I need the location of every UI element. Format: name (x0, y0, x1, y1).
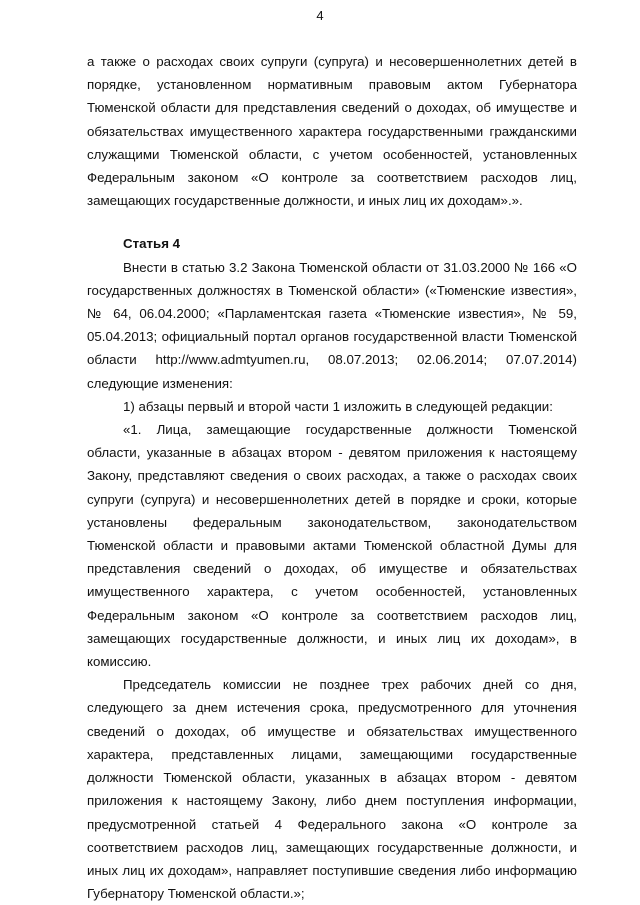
article-heading: Статья 4 (123, 236, 181, 252)
article-intro-paragraph: Внести в статью 3.2 Закона Тюменской области от 31.03.2000 № 166 «О государственных должностях в Тюменской области» («Тюменские известия», № 64, 06.04.2000; «Парламентская газета «Тюменские известия», № 59, 05.04.2013; официальный портал органов государственной власти Тюменской области http://www.admtyumen.ru, 08.07.2013; 02.06.2014; 07.07.2014) следующие изменения: (87, 259, 577, 391)
amendment-item-1: 1) абзацы первый и второй части 1 изложить в следующей редакции: (123, 398, 553, 414)
page-number: 4 (316, 8, 324, 23)
quoted-paragraph-1: «1. Лица, замещающие государственные должности Тюменской области, указанные в абзацах втором - девятом приложения к настоящему Закону, представляют сведения о своих расходах, а также о расходах своих супруги (супруга) и несовершеннолетних детей в порядке и сроки, которые установлены федеральным законодательством, законодательством Тюменской области и правовыми актами Тюменской областной Думы для представления сведений о доходах, об имуществе и обязательствах имущественного характера, с учетом особенностей, установленных Федеральным законом «О контроле за соответствием расходов лиц, замещающих государственные должности, и иных лиц их доходам», в комиссию. (87, 422, 577, 670)
document-body (87, 50, 577, 905)
paragraph-continuation: а также о расходах своих супруги (супруга) и несовершеннолетних детей в порядке, установленном нормативным правовым актом Губернатора Тюменской области для представления сведений о доходах, об имуществе и обязательствах имущественного характера государственными гражданскими служащими Тюменской области, с учетом особенностей, установленных Федеральным законом «О контроле за соответствием расходов лиц, замещающих государственные должности, и иных лиц их доходам».». (87, 54, 577, 209)
quoted-paragraph-2: Председатель комиссии не позднее трех рабочих дней со дня, следующего за днем истечения срока, предусмотренного для уточнения сведений о доходах, об имуществе и обязательствах имущественного характера, представленных лицами, замещающими государственные должности Тюменской области, указанных в абзацах втором - девятом приложения к настоящему Закону, либо днем поступления информации, предусмотренной статьей 4 Федерального закона «О контроле за соответствием расходов лиц, замещающих государственные должности, и иных лиц их доходам», направляет поступившие сведения либо информацию Губернатору Тюменской области.»; (87, 677, 577, 902)
